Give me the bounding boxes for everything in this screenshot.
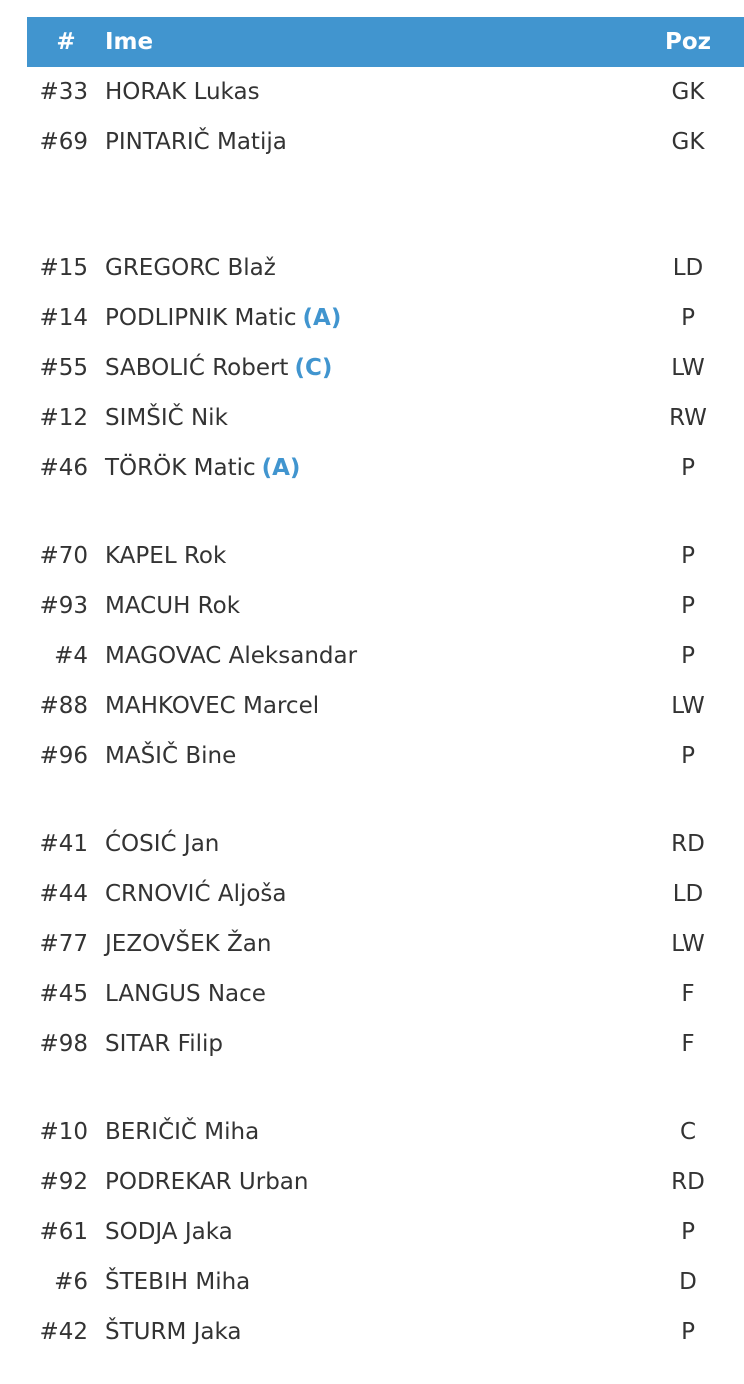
player-name: CRNOVIĆ Aljoša <box>105 881 287 907</box>
player-number: #15 <box>39 255 88 281</box>
player-number: #61 <box>39 1219 88 1245</box>
player-name: SABOLIĆ Robert <box>105 355 289 381</box>
player-name: JEZOVŠEK Žan <box>105 931 272 957</box>
player-name-cell <box>93 1169 648 1195</box>
player-name: MACUH Rok <box>105 593 241 619</box>
player-name-cell <box>93 305 648 331</box>
player-name-cell <box>93 255 648 281</box>
captain-badge: (C) <box>294 355 333 381</box>
player-name-cell <box>93 1319 648 1345</box>
player-name: GREGORC Blaž <box>105 255 276 281</box>
player-name: SODJA Jaka <box>105 1219 233 1245</box>
group-spacer <box>27 493 744 531</box>
player-name: TÖRÖK Matic <box>105 455 256 481</box>
player-name-cell <box>93 881 648 907</box>
player-row <box>27 531 744 581</box>
player-name-cell <box>93 129 648 155</box>
player-row <box>27 1157 744 1207</box>
player-number: #10 <box>39 1119 88 1145</box>
player-position: P <box>681 1319 695 1345</box>
player-name-cell <box>93 931 648 957</box>
player-position: RW <box>669 405 707 431</box>
player-position: RD <box>671 831 705 857</box>
player-name-cell <box>93 1031 648 1057</box>
player-group <box>27 819 744 1069</box>
header-position: Poz <box>664 29 712 55</box>
player-name: MAGOVAC Aleksandar <box>105 643 358 669</box>
player-name-cell <box>93 79 648 105</box>
player-name: MAŠIČ Bine <box>105 743 237 769</box>
player-position: D <box>679 1269 697 1295</box>
player-group <box>27 531 744 781</box>
player-number: #77 <box>39 931 88 957</box>
player-row <box>27 1107 744 1157</box>
player-row <box>27 969 744 1019</box>
player-position: GK <box>671 79 705 105</box>
player-name: SITAR Filip <box>105 1031 223 1057</box>
player-name-cell <box>93 831 648 857</box>
player-row <box>27 681 744 731</box>
player-row <box>27 819 744 869</box>
player-position: P <box>681 1219 695 1245</box>
player-position: P <box>681 643 695 669</box>
player-row <box>27 1207 744 1257</box>
group-spacer <box>27 1069 744 1107</box>
player-row <box>27 731 744 781</box>
player-position: GK <box>671 129 705 155</box>
player-row <box>27 581 744 631</box>
player-name-cell <box>93 593 648 619</box>
player-row <box>27 869 744 919</box>
player-position: F <box>681 1031 695 1057</box>
player-number: #12 <box>39 405 88 431</box>
player-position: LW <box>671 931 705 957</box>
player-name: PODREKAR Urban <box>105 1169 309 1195</box>
alternate-captain-badge: (A) <box>302 305 342 331</box>
player-number: #4 <box>54 643 88 669</box>
player-number: #33 <box>39 79 88 105</box>
player-name: ŠTEBIH Miha <box>105 1269 251 1295</box>
player-name: ŠTURM Jaka <box>105 1319 242 1345</box>
player-name-cell <box>93 1269 648 1295</box>
player-number: #55 <box>39 355 88 381</box>
player-number: #45 <box>39 981 88 1007</box>
player-row <box>27 1307 744 1357</box>
player-row <box>27 443 744 493</box>
player-name-cell <box>93 455 648 481</box>
player-number: #96 <box>39 743 88 769</box>
player-name-cell <box>93 543 648 569</box>
player-name-cell <box>93 643 648 669</box>
player-row <box>27 1019 744 1069</box>
player-position: P <box>681 743 695 769</box>
player-name: PODLIPNIK Matic <box>105 305 297 331</box>
player-name-cell <box>93 355 648 381</box>
player-position: LD <box>672 255 704 281</box>
player-number: #42 <box>39 1319 88 1345</box>
player-number: #14 <box>39 305 88 331</box>
player-row <box>27 393 744 443</box>
roster-table <box>27 17 744 1357</box>
player-name-cell <box>93 981 648 1007</box>
player-row <box>27 117 744 167</box>
player-number: #70 <box>39 543 88 569</box>
player-name-cell <box>93 1119 648 1145</box>
player-name: MAHKOVEC Marcel <box>105 693 320 719</box>
player-name-cell <box>93 693 648 719</box>
player-name-cell <box>93 405 648 431</box>
group-spacer <box>27 781 744 819</box>
player-name: KAPEL Rok <box>105 543 227 569</box>
player-number: #98 <box>39 1031 88 1057</box>
player-name: LANGUS Nace <box>105 981 266 1007</box>
player-position: P <box>681 455 695 481</box>
player-name-cell <box>93 1219 648 1245</box>
player-position: LD <box>672 881 704 907</box>
alternate-captain-badge: (A) <box>261 455 301 481</box>
player-number: #88 <box>39 693 88 719</box>
player-number: #6 <box>54 1269 88 1295</box>
player-number: #44 <box>39 881 88 907</box>
player-row <box>27 1257 744 1307</box>
player-row <box>27 919 744 969</box>
player-position: P <box>681 593 695 619</box>
player-name: PINTARIČ Matija <box>105 129 287 155</box>
player-position: F <box>681 981 695 1007</box>
player-number: #93 <box>39 593 88 619</box>
player-position: P <box>681 305 695 331</box>
player-name: HORAK Lukas <box>105 79 260 105</box>
player-row <box>27 67 744 117</box>
player-position: RD <box>671 1169 705 1195</box>
player-row <box>27 343 744 393</box>
player-name: BERIČIČ Miha <box>105 1119 260 1145</box>
player-group <box>27 67 744 167</box>
player-name: SIMŠIČ Nik <box>105 405 228 431</box>
player-row <box>27 243 744 293</box>
player-position: LW <box>671 693 705 719</box>
player-position: P <box>681 543 695 569</box>
player-position: C <box>679 1119 697 1145</box>
table-header <box>27 17 744 67</box>
header-name: Ime <box>105 29 154 55</box>
player-position: LW <box>671 355 705 381</box>
player-number: #69 <box>39 129 88 155</box>
player-row <box>27 631 744 681</box>
header-number: # <box>56 29 76 55</box>
player-group <box>27 1107 744 1357</box>
player-group <box>27 243 744 493</box>
player-row <box>27 293 744 343</box>
player-number: #92 <box>39 1169 88 1195</box>
group-spacer <box>27 167 744 243</box>
player-number: #46 <box>39 455 88 481</box>
player-name-cell <box>93 743 648 769</box>
player-name: ĆOSIĆ Jan <box>105 831 220 857</box>
player-number: #41 <box>39 831 88 857</box>
